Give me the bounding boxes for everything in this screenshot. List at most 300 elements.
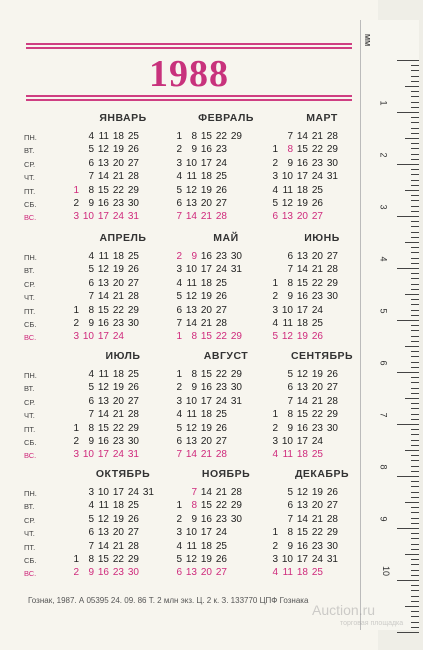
day-cell: 14: [296, 513, 308, 525]
day-cell: [323, 449, 338, 462]
day-cell: 1: [73, 304, 79, 316]
day-cell: 20: [112, 395, 124, 407]
day-cell: [64, 251, 79, 264]
day-cell: [227, 144, 242, 157]
ruler-tick: [411, 559, 419, 560]
day-cell: 10: [281, 435, 293, 447]
day-cell: 27: [215, 567, 227, 579]
day-cell: 27: [215, 304, 227, 316]
day-cell: 22: [215, 500, 227, 512]
day-cell: 28: [326, 131, 338, 142]
day-cell: 6: [88, 277, 94, 289]
day-cell: 1: [272, 144, 278, 156]
watermark: Auction.ru: [312, 602, 376, 618]
day-cell: [242, 158, 257, 171]
ruler-tick: [397, 372, 419, 373]
day-cell: 14: [97, 409, 109, 421]
day-cell: [64, 158, 79, 171]
day-cell: [64, 500, 79, 513]
day-cell: 14: [200, 487, 212, 498]
month-name: АВГУСТ: [203, 350, 249, 362]
day-cell: 12: [97, 513, 109, 525]
day-cell: 13: [97, 157, 109, 169]
ruler-tick: [405, 398, 419, 399]
day-cell: 31: [230, 264, 242, 276]
weekday-label: ПН.: [24, 253, 37, 262]
day-cell: 22: [215, 131, 227, 142]
day-cell: 4: [176, 171, 182, 183]
ruler: [360, 20, 419, 630]
day-cell: 11: [186, 277, 197, 289]
day-cell: 3: [88, 487, 94, 498]
ruler-tick: [411, 601, 419, 602]
day-cell: 9: [287, 540, 293, 552]
day-cell: 25: [311, 449, 323, 461]
weekday-label: ЧТ.: [24, 173, 35, 183]
day-cell: 19: [311, 487, 323, 498]
day-cell: 25: [311, 184, 323, 196]
day-cell: 28: [127, 409, 139, 421]
day-cell: 7: [88, 291, 94, 303]
ruler-tick: [411, 263, 419, 264]
day-cell: 6: [88, 157, 94, 169]
day-cell: 16: [97, 197, 109, 209]
day-cell: 15: [296, 277, 308, 289]
weekday-label: ВС.: [24, 213, 37, 223]
day-cell: 2: [272, 291, 278, 303]
day-cell: 15: [296, 144, 308, 156]
day-cell: 19: [112, 513, 124, 525]
ruler-tick: [411, 429, 419, 430]
day-cell: 7: [176, 211, 182, 223]
day-cell: 21: [200, 317, 212, 329]
day-cell: 17: [97, 211, 109, 223]
month-days: [263, 131, 353, 225]
weekday-labels: [24, 251, 37, 345]
weekday-label: ЧТ.: [24, 411, 35, 421]
day-cell: 18: [296, 317, 308, 329]
day-cell: [139, 567, 154, 580]
ruler-tick: [411, 486, 419, 487]
ruler-tick: [411, 174, 419, 175]
day-cell: 4: [88, 369, 94, 380]
day-cell: 30: [326, 291, 338, 303]
day-cell: 11: [282, 317, 293, 329]
ruler-tick: [411, 367, 419, 368]
day-cell: 11: [282, 567, 293, 579]
month-name: ИЮНЬ: [304, 232, 340, 244]
day-cell: 22: [112, 422, 124, 434]
day-cell: 12: [97, 264, 109, 276]
day-cell: [242, 541, 257, 554]
ruler-tick: [397, 268, 419, 269]
day-cell: [338, 500, 353, 513]
weekday-label: ПН.: [24, 371, 37, 380]
day-cell: [227, 198, 242, 211]
day-cell: [242, 291, 257, 304]
day-cell: [139, 331, 154, 344]
day-cell: [338, 514, 353, 527]
month-days: [263, 369, 353, 463]
day-cell: 31: [142, 487, 154, 498]
day-cell: 21: [311, 513, 323, 525]
day-cell: 21: [112, 409, 124, 421]
day-cell: [242, 305, 257, 318]
day-cell: 1: [73, 422, 79, 434]
day-cell: [263, 396, 278, 409]
ruler-tick: [411, 76, 419, 77]
day-cell: [242, 500, 257, 513]
day-cell: [227, 554, 242, 567]
day-cell: 12: [97, 382, 109, 394]
day-cell: [323, 211, 338, 224]
ruler-tick: [411, 122, 419, 123]
day-cell: 1: [73, 184, 79, 196]
day-cell: 1: [73, 553, 79, 565]
day-cell: 2: [176, 251, 182, 262]
day-cell: [227, 541, 242, 554]
day-cell: 29: [127, 422, 139, 434]
ruler-tick: [411, 585, 419, 586]
day-cell: 27: [215, 197, 227, 209]
bottom-rule: [26, 99, 352, 101]
day-cell: [323, 331, 338, 344]
day-cell: 5: [287, 369, 293, 380]
day-cell: 13: [97, 277, 109, 289]
ruler-tick: [397, 476, 419, 477]
day-cell: [139, 278, 154, 291]
day-cell: 10: [281, 304, 293, 316]
ruler-tick: [411, 117, 419, 118]
day-cell: [338, 382, 353, 395]
day-cell: [338, 291, 353, 304]
day-cell: [263, 131, 278, 144]
weekday-label: ПТ.: [24, 424, 36, 434]
day-cell: [263, 264, 278, 277]
weekday-label: ВТ.: [24, 266, 35, 276]
day-cell: [227, 211, 242, 224]
day-cell: 9: [88, 435, 94, 447]
ruler-tick: [411, 471, 419, 472]
day-cell: 14: [97, 171, 109, 183]
day-cell: [323, 305, 338, 318]
weekday-label: СБ.: [24, 437, 37, 447]
day-cell: [64, 264, 79, 277]
day-cell: 5: [176, 291, 182, 303]
day-cell: 8: [88, 184, 94, 196]
day-cell: 24: [215, 264, 227, 276]
ruler-tick: [411, 414, 419, 415]
day-cell: 1: [176, 331, 182, 343]
day-cell: [338, 554, 353, 567]
day-cell: 16: [296, 540, 308, 552]
day-cell: 10: [281, 171, 293, 183]
day-cell: 3: [272, 171, 278, 183]
day-cell: [338, 423, 353, 436]
ruler-tick: [411, 440, 419, 441]
day-cell: 1: [176, 369, 182, 380]
day-cell: 4: [88, 131, 94, 142]
day-cell: 27: [215, 435, 227, 447]
day-cell: 3: [272, 435, 278, 447]
day-cell: 9: [287, 157, 293, 169]
day-cell: 24: [311, 435, 323, 447]
day-cell: 4: [176, 540, 182, 552]
day-cell: 11: [98, 369, 109, 380]
ruler-tick: [411, 419, 419, 420]
day-cell: 17: [296, 435, 308, 447]
day-cell: 31: [326, 553, 338, 565]
day-cell: 29: [230, 131, 242, 142]
day-cell: 5: [88, 513, 94, 525]
day-cell: 1: [272, 409, 278, 421]
ruler-tick: [405, 138, 419, 139]
day-cell: [64, 382, 79, 395]
day-cell: [242, 487, 257, 500]
day-cell: [139, 541, 154, 554]
ruler-tick: [411, 492, 419, 493]
ruler-tick: [411, 232, 419, 233]
day-cell: 18: [296, 184, 308, 196]
day-cell: 26: [215, 553, 227, 565]
weekday-label: СБ.: [24, 319, 37, 329]
day-cell: [242, 144, 257, 157]
day-cell: 6: [287, 251, 293, 262]
ruler-number: 5: [378, 308, 389, 314]
day-cell: 29: [326, 277, 338, 289]
year-heading: 1988: [149, 53, 229, 95]
ruler-tick: [411, 154, 419, 155]
ruler-tick: [397, 424, 419, 425]
day-cell: 23: [311, 291, 323, 303]
day-cell: 15: [97, 553, 109, 565]
day-cell: 2: [73, 567, 79, 579]
ruler-tick: [405, 606, 419, 607]
day-cell: 18: [112, 251, 124, 262]
ruler-tick: [405, 502, 419, 503]
day-cell: 5: [272, 197, 278, 209]
day-cell: 22: [112, 304, 124, 316]
day-cell: 12: [185, 422, 197, 434]
day-cell: 24: [112, 211, 124, 223]
day-cell: [139, 211, 154, 224]
day-cell: 14: [296, 395, 308, 407]
ruler-tick: [405, 294, 419, 295]
day-cell: 29: [127, 184, 139, 196]
day-cell: 3: [73, 331, 79, 343]
day-cell: [242, 278, 257, 291]
day-cell: [242, 251, 257, 264]
day-cell: 30: [230, 251, 242, 262]
weekday-label: СБ.: [24, 199, 37, 209]
day-cell: 5: [88, 382, 94, 394]
day-cell: 9: [191, 513, 197, 525]
day-cell: 19: [200, 184, 212, 196]
day-cell: [227, 409, 242, 422]
day-cell: 20: [311, 382, 323, 394]
day-cell: 11: [186, 540, 197, 552]
ruler-tick: [411, 289, 419, 290]
day-cell: 14: [185, 211, 197, 223]
day-cell: 12: [296, 487, 308, 498]
ruler-tick: [411, 107, 419, 108]
weekday-label: СР.: [24, 279, 36, 289]
day-cell: 26: [127, 513, 139, 525]
ruler-tick: [411, 237, 419, 238]
day-cell: 26: [127, 382, 139, 394]
day-cell: [242, 396, 257, 409]
weekday-label: ПН.: [24, 489, 37, 498]
ruler-tick: [411, 382, 419, 383]
day-cell: [242, 211, 257, 224]
month-days: [64, 251, 154, 345]
day-cell: 23: [311, 157, 323, 169]
ruler-tick: [411, 143, 419, 144]
day-cell: 31: [326, 171, 338, 183]
ruler-tick: [411, 596, 419, 597]
day-cell: 9: [191, 382, 197, 394]
day-cell: 13: [97, 527, 109, 539]
ruler-tick: [411, 518, 419, 519]
day-cell: 22: [112, 553, 124, 565]
day-cell: [263, 369, 278, 382]
ruler-tick: [411, 564, 419, 565]
ruler-tick: [411, 538, 419, 539]
day-cell: 12: [281, 197, 293, 209]
day-cell: [242, 171, 257, 184]
day-cell: 7: [287, 264, 293, 276]
day-cell: 30: [326, 157, 338, 169]
ruler-tick: [411, 497, 419, 498]
day-cell: 1: [176, 131, 182, 142]
day-cell: 7: [88, 409, 94, 421]
ruler-tick: [411, 377, 419, 378]
day-cell: [139, 423, 154, 436]
ruler-tick: [411, 341, 419, 342]
day-cell: 18: [112, 500, 124, 512]
ruler-tick: [411, 148, 419, 149]
day-cell: [242, 185, 257, 198]
day-cell: 28: [127, 291, 139, 303]
weekday-labels: [24, 131, 37, 225]
day-cell: 3: [272, 553, 278, 565]
day-cell: 3: [176, 527, 182, 539]
ruler-tick: [411, 200, 419, 201]
day-cell: 18: [200, 277, 212, 289]
day-cell: 23: [311, 422, 323, 434]
day-cell: 22: [215, 369, 227, 380]
day-cell: 6: [88, 527, 94, 539]
day-cell: 26: [311, 197, 323, 209]
ruler-tick: [411, 284, 419, 285]
ruler-tick: [405, 450, 419, 451]
day-cell: [242, 527, 257, 540]
day-cell: 20: [311, 251, 323, 262]
ruler-tick: [411, 247, 419, 248]
day-cell: 20: [200, 197, 212, 209]
day-cell: [338, 144, 353, 157]
ruler-tick: [411, 455, 419, 456]
day-cell: 25: [215, 277, 227, 289]
day-cell: 7: [287, 395, 293, 407]
day-cell: 26: [215, 422, 227, 434]
day-cell: 10: [97, 487, 109, 498]
day-cell: 15: [97, 304, 109, 316]
day-cell: 13: [296, 382, 308, 394]
day-cell: 25: [215, 171, 227, 183]
day-cell: 16: [296, 422, 308, 434]
day-cell: 24: [215, 527, 227, 539]
day-cell: 12: [281, 331, 293, 343]
day-cell: 15: [200, 331, 212, 343]
day-cell: 12: [185, 291, 197, 303]
day-cell: 10: [185, 527, 197, 539]
day-cell: [242, 436, 257, 449]
day-cell: [338, 318, 353, 331]
day-cell: [139, 514, 154, 527]
day-cell: [227, 423, 242, 436]
weekday-label: ВС.: [24, 333, 37, 343]
day-cell: 14: [185, 449, 197, 461]
day-cell: 2: [176, 513, 182, 525]
weekday-label: ВТ.: [24, 146, 35, 156]
day-cell: [242, 567, 257, 580]
ruler-tick: [411, 351, 419, 352]
day-cell: 16: [200, 251, 212, 262]
ruler-tick: [411, 226, 419, 227]
day-cell: 6: [176, 567, 182, 579]
day-cell: 22: [311, 144, 323, 156]
day-cell: 25: [215, 409, 227, 421]
day-cell: [64, 487, 79, 500]
day-cell: 15: [97, 184, 109, 196]
ruler-tick: [397, 164, 419, 165]
day-cell: 15: [200, 500, 212, 512]
day-cell: 6: [176, 435, 182, 447]
day-cell: [139, 318, 154, 331]
day-cell: 29: [326, 527, 338, 539]
day-cell: 11: [282, 184, 293, 196]
day-cell: 13: [281, 211, 293, 223]
day-cell: 2: [272, 540, 278, 552]
day-cell: 13: [185, 197, 197, 209]
day-cell: [139, 198, 154, 211]
ruler-tick: [411, 159, 419, 160]
ruler-tick: [411, 460, 419, 461]
day-cell: 9: [88, 567, 94, 579]
day-cell: [227, 278, 242, 291]
day-cell: [263, 382, 278, 395]
day-cell: 21: [112, 540, 124, 552]
day-cell: 24: [311, 553, 323, 565]
ruler-tick: [411, 403, 419, 404]
ruler-tick: [411, 169, 419, 170]
day-cell: 6: [272, 211, 278, 223]
day-cell: 7: [287, 131, 293, 142]
day-cell: 26: [326, 369, 338, 380]
day-cell: 1: [272, 277, 278, 289]
day-cell: 18: [112, 131, 124, 142]
day-cell: 4: [272, 184, 278, 196]
ruler-tick: [411, 81, 419, 82]
day-cell: [139, 158, 154, 171]
month-days: [64, 487, 154, 581]
day-cell: [263, 251, 278, 264]
month-name: ИЮЛЬ: [105, 350, 141, 362]
weekday-label: ВС.: [24, 451, 37, 461]
day-cell: 9: [287, 291, 293, 303]
day-cell: 10: [82, 211, 94, 223]
